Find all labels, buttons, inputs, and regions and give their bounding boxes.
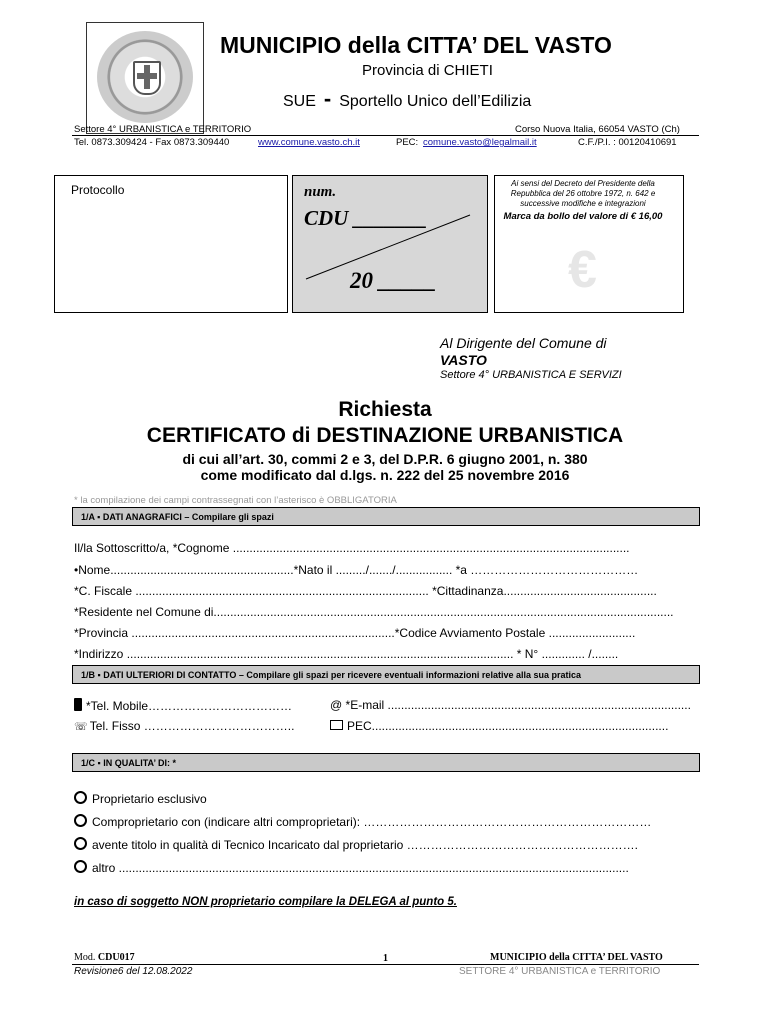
cdu-field[interactable]: CDU _______ (304, 206, 428, 230)
option-sole-owner[interactable] (74, 791, 207, 806)
address-field[interactable]: *Indirizzo .................................................................................................................... * N° ............. /........ (74, 647, 619, 661)
option-technician[interactable] (74, 837, 638, 852)
required-fields-note: * la compilazione dei campi contrassegnati con l’asterisco è OBBLIGATORIA (74, 495, 397, 506)
landline-label: Tel. Fisso ……………………………….. (89, 719, 295, 733)
form-code (74, 952, 135, 963)
name-birth-field[interactable]: •Nome.......................................................*Nato il ........./......./................. *a …………………………………… (74, 563, 639, 577)
cdu-number-label: num. (304, 184, 337, 200)
email-field[interactable] (330, 698, 691, 712)
certificate-title: CERTIFICATO di DESTINAZIONE URBANISTICA (146, 424, 624, 447)
landline-field[interactable] (74, 719, 294, 733)
section-1a-header: 1/A ▪ DATI ANAGRAFICI – Compilare gli spazi (72, 507, 700, 526)
option-label: altro ......................................................................................................................................................... (92, 861, 629, 875)
pec-label: PEC: (396, 137, 419, 148)
sector-name: Settore 4° URBANISTICA e TERRITORIO (74, 124, 252, 135)
mobile-phone-label: *Tel. Mobile……………………………… (86, 699, 293, 713)
telephone-icon: ☏ (74, 721, 88, 733)
seal-emblem (97, 31, 193, 123)
municipal-seal-logo (86, 22, 204, 134)
page-number: 1 (383, 953, 388, 964)
option-label: avente titolo in qualità di Tecnico Incaricato dal proprietario …………………………………………………. (92, 838, 638, 852)
province-postal-field[interactable]: *Provincia ...............................................................................*Codice Avviamento Postale .......................... (74, 626, 636, 640)
tax-code: C.F./P.I. : 00120410691 (578, 137, 677, 148)
footer-settore: SETTORE 4° URBANISTICA e TERRITORIO (459, 966, 661, 977)
radio-icon[interactable] (74, 837, 87, 850)
euro-icon: € (568, 241, 597, 299)
municipality-title: MUNICIPIO della CITTA’ DEL VASTO (220, 32, 612, 58)
residence-field[interactable]: *Residente nel Comune di.......................................................................................................................................... (74, 605, 674, 619)
addressee-city: VASTO (440, 352, 487, 368)
cdu-year-field[interactable]: 20 _____ (350, 268, 437, 293)
shield-icon (133, 61, 161, 95)
legal-reference: di cui all’art. 30, commi 2 e 3, del D.P.R. 6 giugno 2001, n. 380 (182, 451, 588, 467)
province-name: Provincia di CHIETI (362, 62, 493, 79)
mobile-phone-field[interactable] (74, 698, 292, 713)
addressee-line1: Al Dirigente del Comune di (440, 335, 607, 351)
pec-mail-icon (330, 720, 343, 730)
revision-info: Revisione6 del 12.08.2022 (74, 966, 193, 977)
at-icon: @ (330, 698, 343, 712)
form-code-label: Mod. (74, 952, 96, 963)
pec-label-field: PEC......................................................................................... (347, 719, 669, 733)
radio-icon[interactable] (74, 791, 87, 804)
protocollo-box (54, 175, 288, 313)
sue-dash: - (323, 86, 332, 111)
section-1b-header: 1/B ▪ DATI ULTERIORI DI CONTATTO – Compilare gli spazi per ricevere eventuali informazioni relative alla sua pratica (72, 665, 700, 684)
footer-divider (72, 964, 699, 965)
pec-field[interactable] (330, 719, 668, 733)
surname-field[interactable]: Il/la Sottoscritto/a, *Cognome ....................................................................................................................... (74, 541, 630, 555)
footer-municipio: MUNICIPIO della CITTA’ DEL VASTO (490, 952, 663, 963)
request-heading: Richiesta (338, 398, 432, 421)
office-address: Corso Nuova Italia, 66054 VASTO (Ch) (515, 124, 680, 135)
legal-amendment: come modificato dal d.lgs. n. 222 del 25 novembre 2016 (200, 467, 570, 483)
website-link[interactable]: www.comune.vasto.ch.it (258, 137, 360, 148)
header-divider (72, 135, 699, 136)
form-code-value: CDU017 (97, 952, 135, 963)
option-label: Comproprietario con (indicare altri comproprietari): ……………………………………………………………… (92, 815, 652, 829)
email-label: *E-mail ........................................................................................... (345, 698, 691, 712)
tel-fax: Tel. 0873.309424 - Fax 0873.309440 (74, 137, 230, 148)
option-other[interactable] (74, 860, 629, 875)
radio-icon[interactable] (74, 814, 87, 827)
sue-line (283, 86, 532, 111)
pec-email-link[interactable]: comune.vasto@legalmail.it (423, 137, 537, 148)
stamp-value-label: Marca da bollo del valore di € 16,00 (503, 211, 663, 222)
addressee-sector: Settore 4° URBANISTICA E SERVIZI (440, 369, 622, 381)
delega-note: in caso di soggetto NON proprietario compilare la DELEGA al punto 5. (74, 896, 457, 908)
stamp-legal-note: Ai sensi del Decreto del Presidente della Repubblica del 26 ottobre 1972, n. 642 e successive modifiche e integrazioni (510, 179, 656, 208)
radio-icon[interactable] (74, 860, 87, 873)
option-co-owner[interactable] (74, 814, 651, 829)
section-1c-header: 1/C ▪ IN QUALITA’ DI: * (72, 753, 700, 772)
sue-acronym: SUE (283, 93, 316, 110)
protocollo-label: Protocollo (71, 183, 125, 197)
mobile-phone-icon (74, 698, 82, 711)
option-label: Proprietario esclusivo (92, 792, 207, 806)
sue-description: Sportello Unico dell’Edilizia (339, 93, 532, 110)
fiscal-code-field[interactable]: *C. Fiscale ........................................................................................ *Cittadinanza.............................................. (74, 584, 657, 598)
